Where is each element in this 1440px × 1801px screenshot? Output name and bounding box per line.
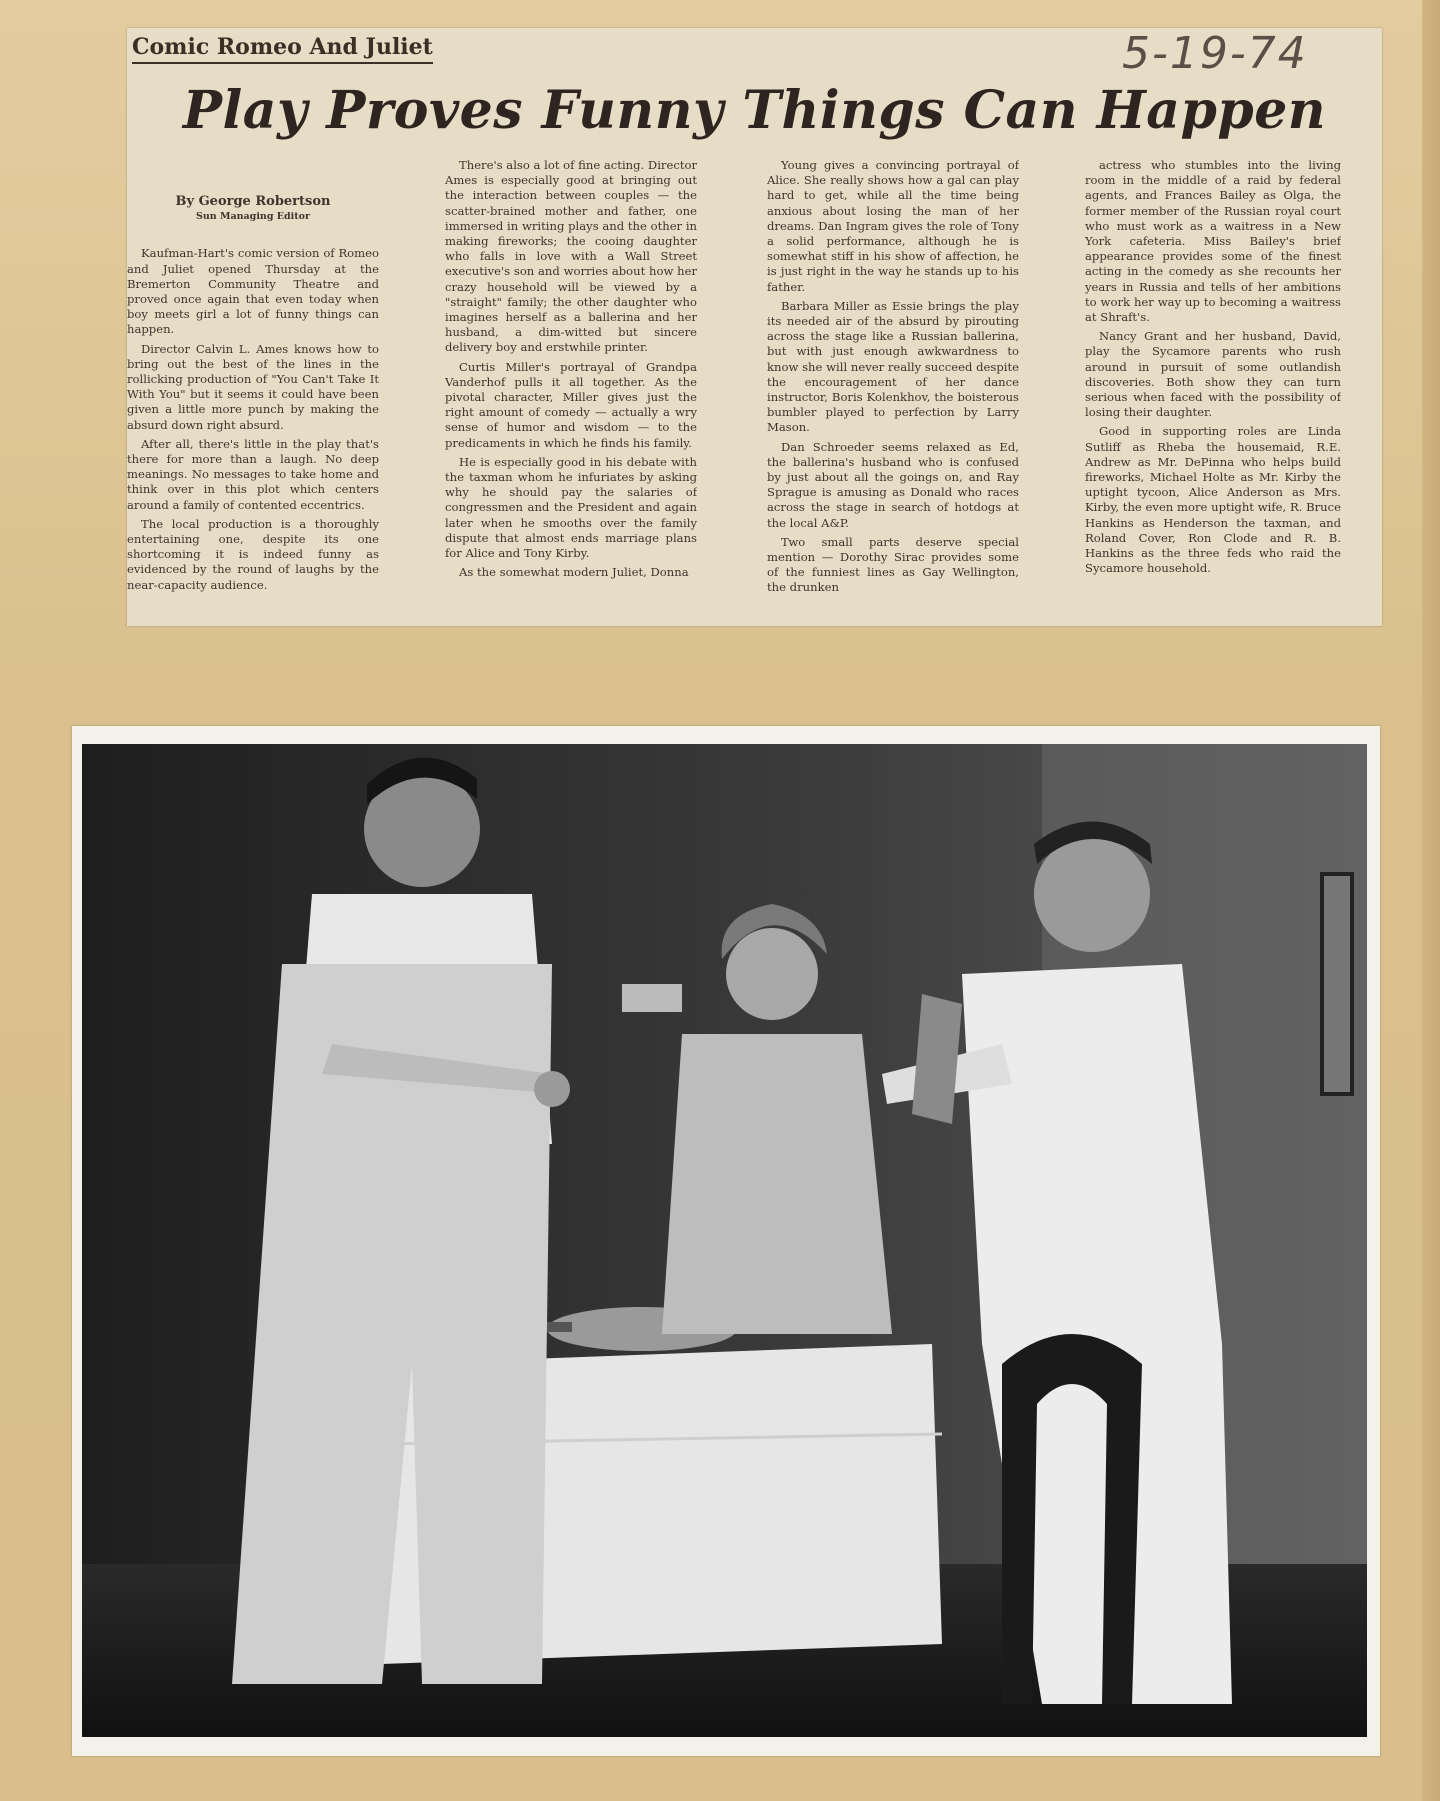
man-left-hand <box>534 1071 570 1107</box>
handwritten-date: 5-19-74 <box>1122 28 1308 79</box>
photo-mount <box>72 726 1380 1756</box>
woman-head <box>726 928 818 1020</box>
article-column-1 <box>127 158 379 626</box>
paragraph: Dan Schroeder seems relaxed as Ed, the ballerina's husband who is confused by just about all the goings on, and Ray Sprague is amusing as Donald who races across the stage in search of hotdogs at the local A&P. <box>767 439 1019 530</box>
paragraph: Good in supporting roles are Linda Sutliff as Rheba the housemaid, R.E. Andrew as Mr. DePinna who helps build fireworks, Michael Holte as Mr. Kirby the uptight tycoon, Alice Anderson as Mrs. Kirby, the even more uptight wife, R. Bruce Hankins as Henderson the taxman, and Roland Cover, Ron Clode and R. B. Hankins as the three feds who raid the Sycamore household. <box>1085 424 1341 576</box>
wall-sign <box>622 984 682 1012</box>
paragraph: The local production is a thoroughly entertaining one, despite its one shortcoming it is indeed funny as evidenced by the round of laughs by the near-capacity audience. <box>127 516 379 592</box>
article-column-3 <box>767 158 1019 626</box>
paragraph: Kaufman-Hart's comic version of Romeo and Juliet opened Thursday at the Bremerton Community Theatre and proved once again that even today when boy meets girl a lot of funny things can happen. <box>127 246 379 337</box>
byline-name: By George Robertson <box>175 194 331 209</box>
newspaper-clipping <box>127 28 1382 626</box>
paragraph: He is especially good in his debate with the taxman whom he infuriates by asking why he should pay the salaries of congressmen and the President and again later when he smooths over the family dispute that almost ends marriage plans for Alice and Tony Kirby. <box>445 454 697 561</box>
picture-frame <box>1322 874 1352 1094</box>
paragraph: Curtis Miller's portrayal of Grandpa Vanderhof pulls it all together. As the pivotal character, Miller gives just the right amount of comedy — actually a wry sense of humor and wisdom — to the predicaments in which he finds his family. <box>445 359 697 450</box>
woman-dress <box>662 1034 892 1334</box>
page-edge <box>1422 0 1440 1801</box>
article-column-4 <box>1085 158 1341 626</box>
paragraph: There's also a lot of fine acting. Director Ames is especially good at bringing out the interaction between couples — the scatter-brained mother and father, one immersed in writing plays and the other in making fireworks; the cooing daughter who falls in love with a Wall Street executive's son and worries about how her crazy household will be viewed by a "straight" family; the other daughter who imagines herself as a ballerina and her husband, a dim-witted but sincere delivery boy and erstwhile printer. <box>445 158 697 355</box>
photo-image <box>82 744 1367 1737</box>
cast-photograph <box>82 744 1367 1737</box>
paragraph: Two small parts deserve special mention — Dorothy Sirac provides some of the funniest lines as Gay Wellington, the drunken <box>767 534 1019 595</box>
paragraph: Nancy Grant and her husband, David, play the Sycamore parents who rush around in pursuit of some outlandish discoveries. Both show they can turn serious when faced with the possibility of losing their daughter. <box>1085 329 1341 420</box>
kicker-headline: Comic Romeo And Juliet <box>132 34 433 64</box>
paragraph: As the somewhat modern Juliet, Donna <box>459 565 689 580</box>
article-column-2 <box>445 158 697 626</box>
paragraph: actress who stumbles into the living room in the middle of a raid by federal agents, and Frances Bailey as Olga, the former member of the Russian royal court who must work as a waitress in a New York cafeteria. Miss Bailey's brief appearance provides some of the finest acting in the comedy as she recounts her years in Russia and tells of her ambitions to work her way up to becoming a waitress at Shraft's. <box>1085 158 1341 325</box>
paragraph: Barbara Miller as Essie brings the play its needed air of the absurd by pirouting across the stage like a Russian ballerina, but with just enough awkwardness to know she will never really succeed despite the encouragement of her dance instructor, Boris Kolenkhov, the boisterous bumbler played to perfection by Larry Mason. <box>767 298 1019 435</box>
man-right-head <box>1034 836 1150 952</box>
paragraph: After all, there's little in the play that's there for more than a laugh. No deep meanings. No messages to take home and think over in this plot which centers around a family of contented eccentrics. <box>127 436 379 512</box>
byline-role: Sun Managing Editor <box>195 211 311 223</box>
paragraph: Young gives a convincing portrayal of Alice. She really shows how a gal can play hard to get, while all the time being anxious about losing the man of her dreams. Dan Ingram gives the role of Tony a solid performance, although he is somewhat stiff in his show of affection, he is just right in the way he stands up to his father. <box>767 158 1019 294</box>
main-headline: Play Proves Funny Things Can Happen <box>182 80 1327 141</box>
paragraph: Director Calvin L. Ames knows how to bring out the best of the lines in the rollicking production of "You Can't Take It With You" but it seems it could have been given a little more punch by making the absurd down right absurd. <box>127 341 379 432</box>
article-body <box>127 158 1382 626</box>
byline <box>127 194 379 224</box>
